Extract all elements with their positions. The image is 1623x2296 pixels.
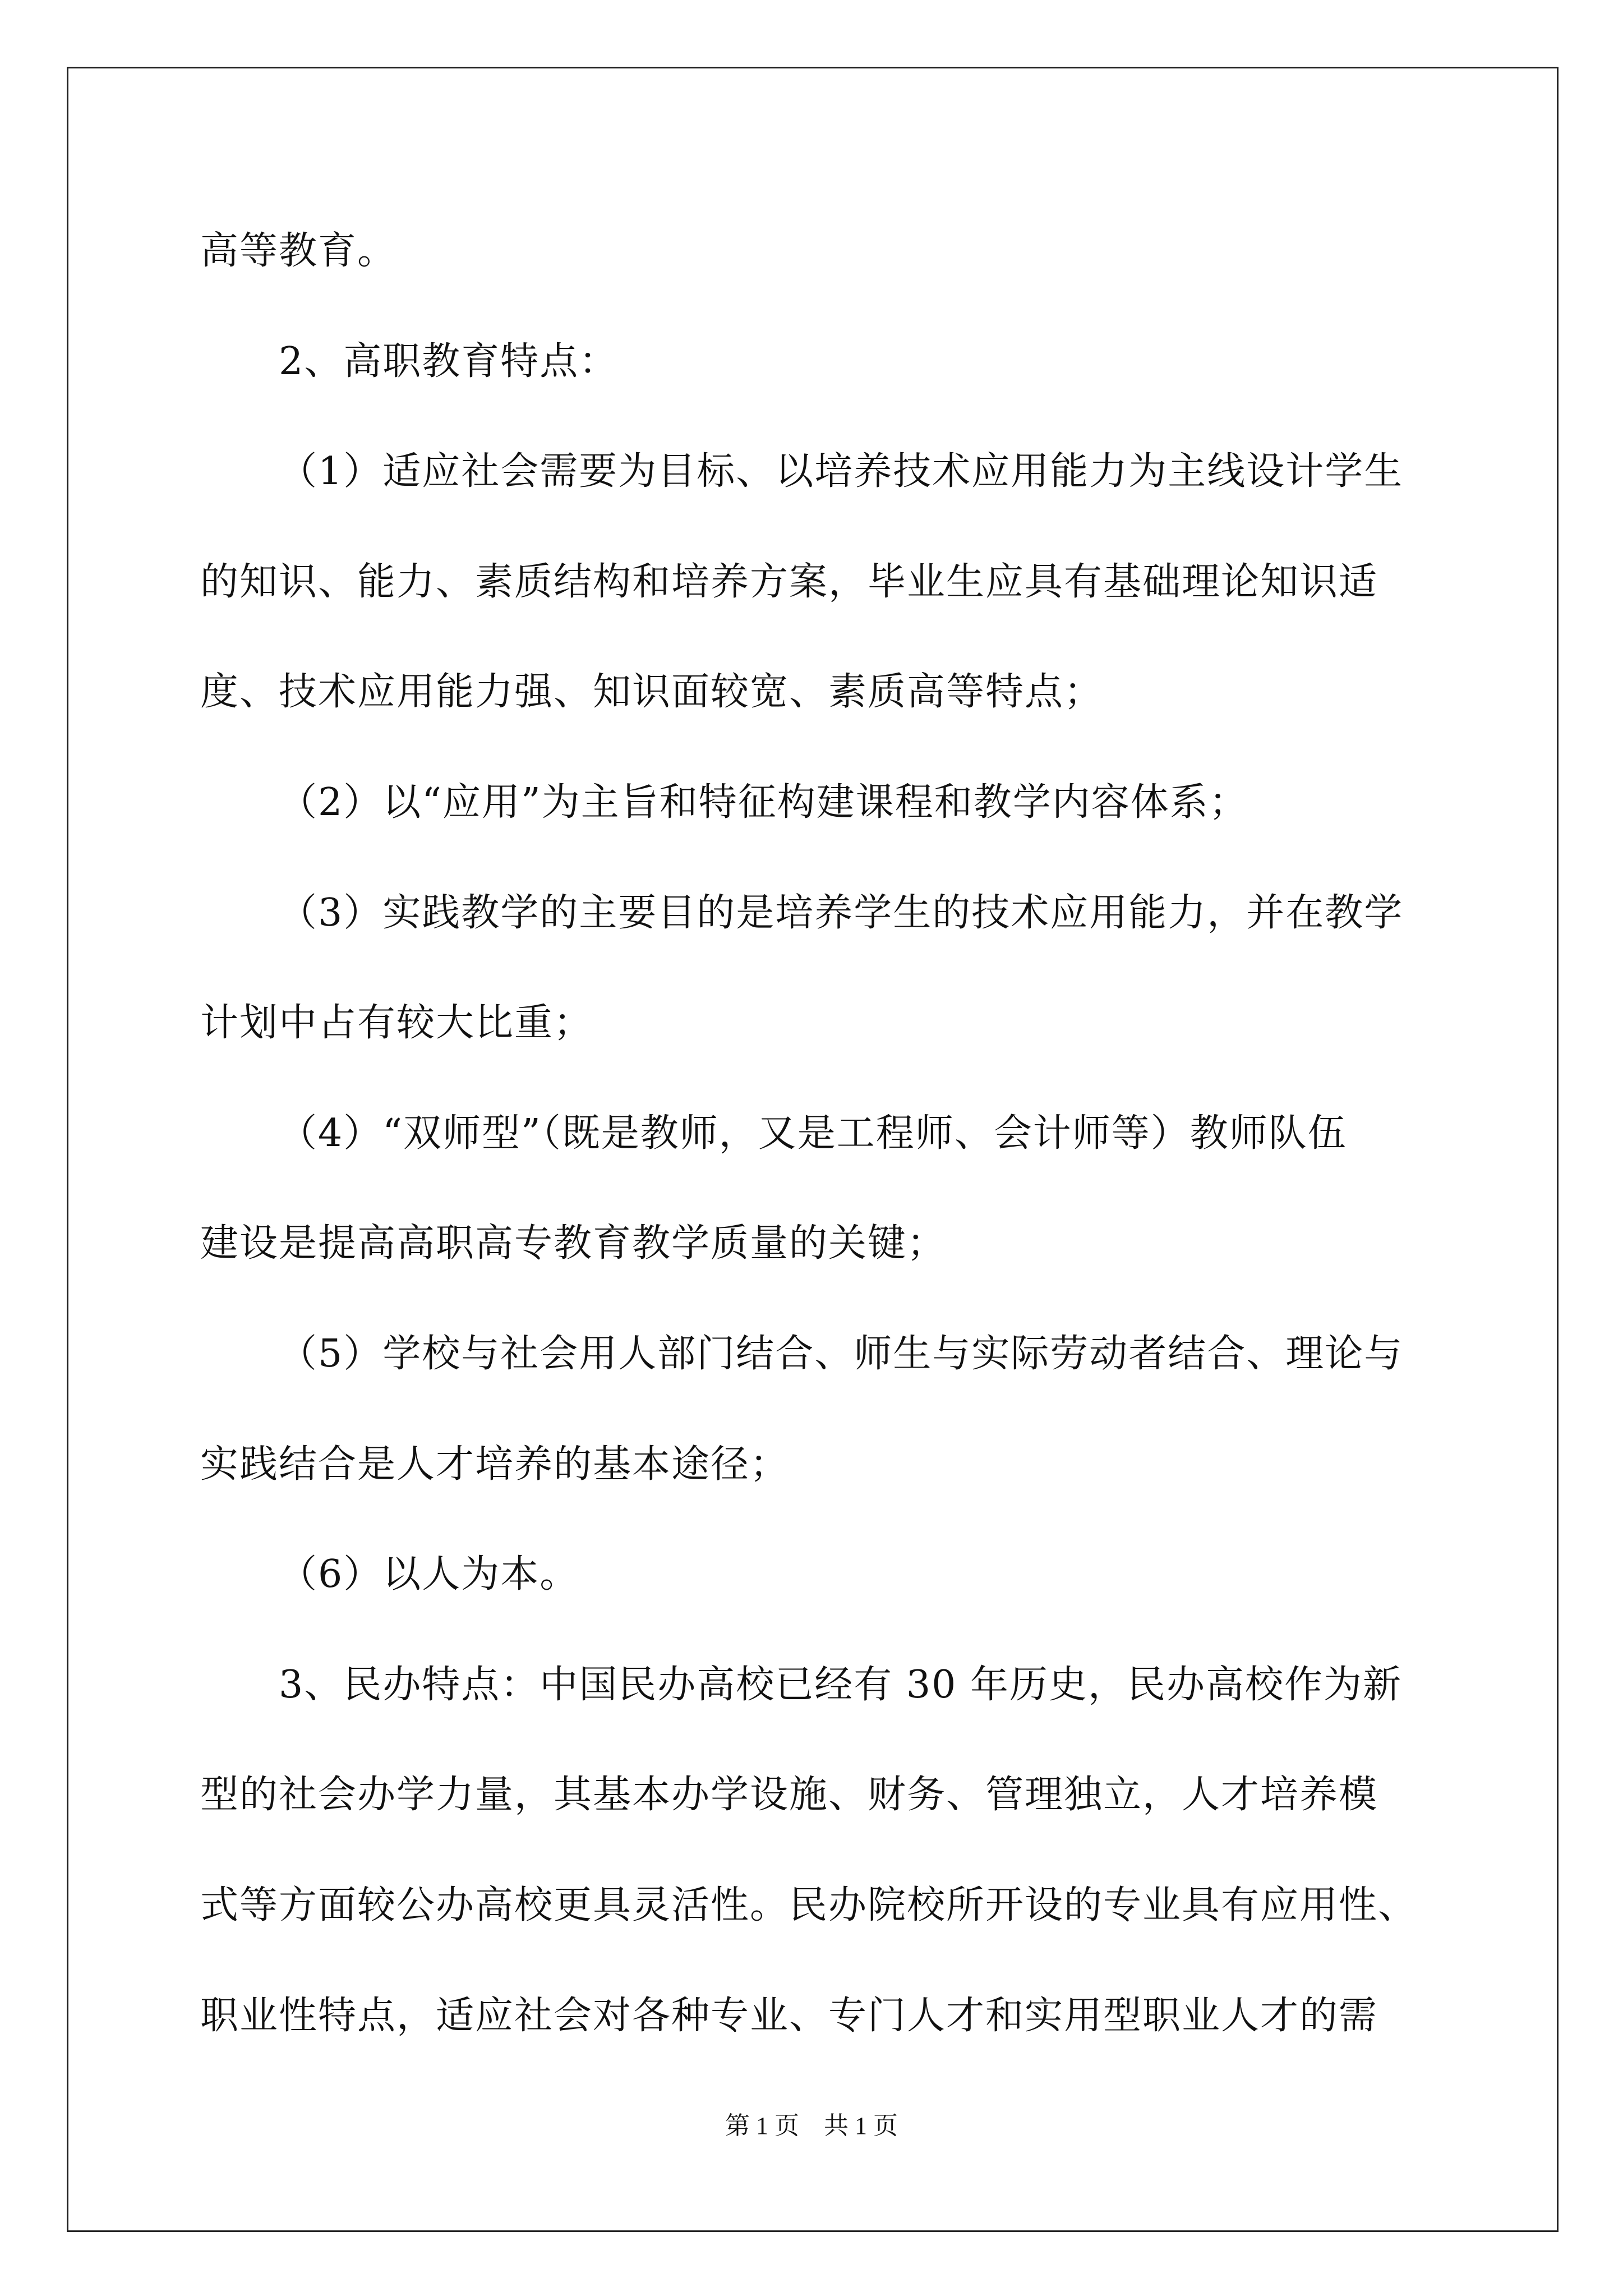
text-line: 3、民办特点：中国民办高校已经有 30 年历史，民办高校作为新 <box>279 1663 1403 1707</box>
text-line: 实践结合是人才培养的基本途径； <box>200 1442 790 1487</box>
text-line: 2、高职教育特点： <box>279 339 619 384</box>
text-line: 计划中占有较大比重； <box>200 1001 593 1045</box>
text-line: （5）学校与社会用人部门结合、师生与实际劳动者结合、理论与 <box>279 1332 1404 1376</box>
text-line: （3）实践教学的主要目的是培养学生的技术应用能力，并在教学 <box>279 891 1404 935</box>
text-line: （1）适应社会需要为目标、以培养技术应用能力为主线设计学生 <box>279 449 1404 494</box>
page-number-footer: 第 1 页 共 1 页 <box>725 2112 898 2139</box>
text-line: 建设是提高高职高专教育教学质量的关键； <box>200 1221 947 1266</box>
text-line: 高等教育。 <box>200 229 397 273</box>
text-line: 式等方面较公办高校更具灵活性。民办院校所开设的专业具有应用性、 <box>200 1883 1418 1927</box>
text-line: （4）“双师型”（既是教师，又是工程师、会计师等）教师队伍 <box>279 1111 1347 1156</box>
text-line: 职业性特点，适应社会对各种专业、专门人才和实用型职业人才的需 <box>200 1994 1378 2038</box>
text-line: （6）以人为本。 <box>279 1552 579 1596</box>
text-line: 度、技术应用能力强、知识面较宽、素质高等特点； <box>200 670 1104 714</box>
text-line: 型的社会办学力量，其基本办学设施、财务、管理独立，人才培养模 <box>200 1773 1378 1817</box>
text-line: 的知识、能力、素质结构和培养方案，毕业生应具有基础理论知识适 <box>200 560 1378 604</box>
text-line: （2）以“应用”为主旨和特征构建课程和教学内容体系； <box>279 780 1248 825</box>
